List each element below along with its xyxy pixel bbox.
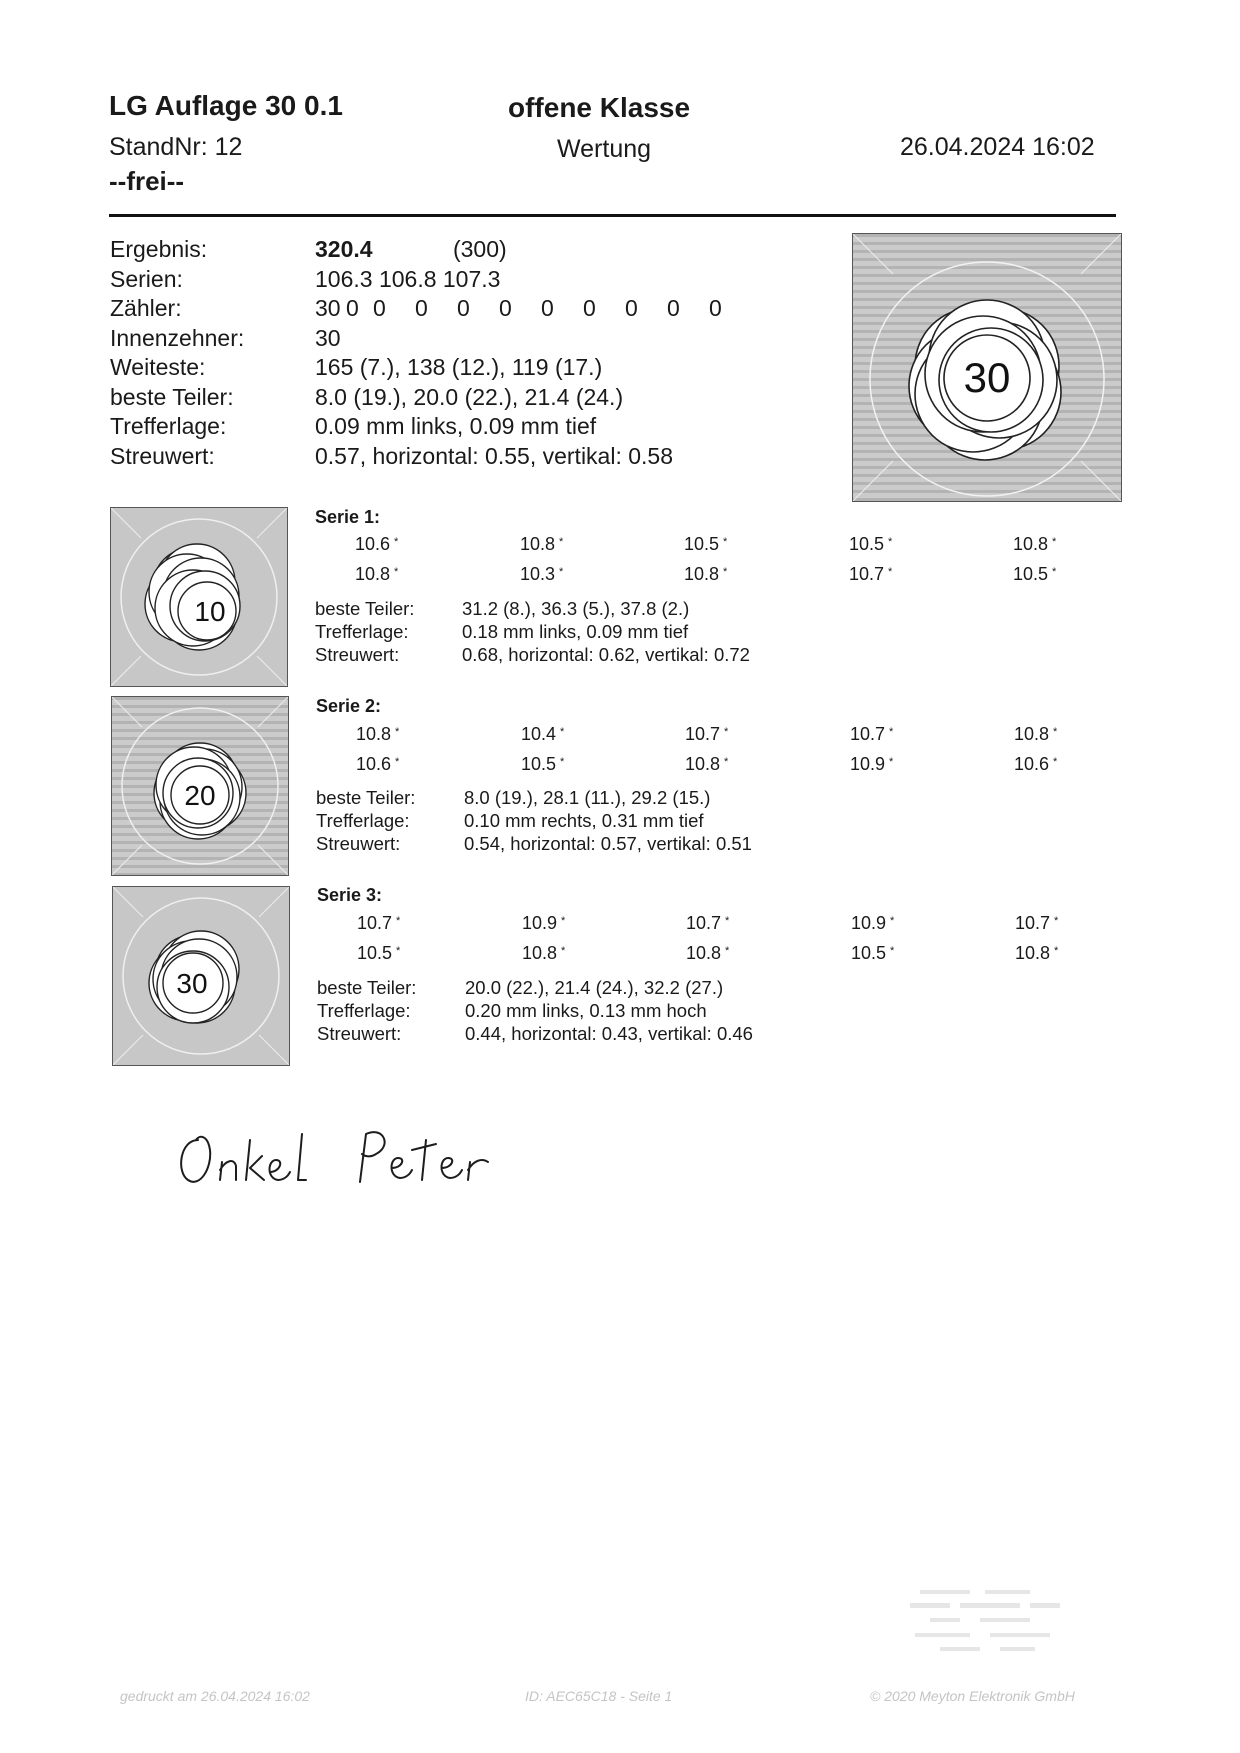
series-3-shot-1: 10.7 *: [357, 913, 401, 933]
series-2-shot-3: 10.7 *: [685, 724, 729, 744]
series-1-shot-1: 10.6 *: [355, 534, 399, 554]
series-1-shot-5: 10.8 *: [1013, 534, 1057, 554]
series-3-title: Serie 3:: [317, 885, 383, 905]
summary-values: [315, 235, 736, 471]
series-1-position-value: 0.18 mm links, 0.09 mm tief: [462, 621, 689, 642]
series-1-best-value: 31.2 (8.), 36.3 (5.), 37.8 (2.): [462, 598, 690, 619]
series-1-shot-4: 10.5 *: [849, 534, 893, 554]
series-3-best-value: 20.0 (22.), 21.4 (24.), 32.2 (27.): [465, 977, 724, 998]
counter-values: [315, 294, 736, 324]
series-3-position-value: 0.20 mm links, 0.13 mm hoch: [465, 1000, 707, 1021]
series-1-target-graphic: [111, 508, 287, 686]
counter-value: 0: [373, 295, 386, 321]
label-series: Serien:: [110, 265, 183, 292]
series-1-shot-7: 10.3 *: [520, 564, 564, 584]
label-result: Ergebnis:: [110, 236, 208, 262]
series-1-position-label: Trefferlage:: [315, 621, 409, 642]
series-2-target-count: 20: [184, 780, 216, 811]
series-1-shot-10: 10.5 *: [1013, 564, 1057, 584]
date-time: 26.04.2024 16:02: [900, 133, 1095, 161]
series-2-shot-9: 10.9 *: [850, 754, 894, 774]
series-1-shot-8: 10.8 *: [684, 564, 728, 584]
counter-value: 0: [541, 295, 554, 321]
series-3-detail-labels: [317, 976, 416, 1045]
class-title: offene Klasse: [508, 92, 691, 123]
series-2-position-value: 0.10 mm rechts, 0.31 mm tief: [464, 810, 704, 831]
series-2-title: Serie 2:: [316, 696, 382, 716]
series-1-title: Serie 1:: [315, 507, 381, 527]
footer-copyright: © 2020 Meyton Elektronik GmbH: [870, 1688, 1075, 1704]
series-3-shot-2: 10.9 *: [522, 913, 566, 933]
series-3-detail-values: [465, 976, 753, 1045]
series-2-detail-labels: [316, 786, 415, 855]
target-shot-count: 30: [963, 354, 1011, 401]
series-1-shot-2: 10.8 *: [520, 534, 564, 554]
hit-position-value: 0.09 mm links, 0.09 mm tief: [315, 413, 597, 439]
spread-value: 0.57, horizontal: 0.55, vertikal: 0.58: [315, 442, 673, 469]
label-farthest: Weiteste:: [110, 354, 206, 380]
footer-printed: gedruckt am 26.04.2024 16:02: [120, 1688, 310, 1704]
series-values: 106.3 106.8 107.3: [315, 265, 501, 292]
series-1-spread-value: 0.68, horizontal: 0.62, vertikal: 0.72: [462, 644, 750, 665]
series-2-target-graphic: [112, 697, 288, 875]
series-3-target-graphic: [113, 887, 289, 1065]
series-2-detail-values: [464, 786, 752, 855]
counter-value: 0: [346, 295, 359, 321]
counter-value: 0: [499, 295, 512, 321]
stand-number: StandNr: 12: [109, 133, 243, 161]
series-3-shot-4: 10.9 *: [851, 913, 895, 933]
total-target-image: [852, 233, 1122, 502]
series-2-shot-10: 10.6 *: [1014, 754, 1058, 774]
counter-value: 0: [457, 295, 470, 321]
series-3-position-label: Trefferlage:: [317, 1000, 411, 1021]
counter-value: 0: [709, 295, 722, 321]
series-2-shot-7: 10.5 *: [521, 754, 565, 774]
series-3-target: [112, 886, 290, 1066]
counter-value: 30: [315, 295, 341, 321]
series-1-shot-3: 10.5 *: [684, 534, 728, 554]
series-3-shot-8: 10.8 *: [686, 943, 730, 963]
series-1-target-count: 10: [194, 596, 226, 627]
series-3-spread-value: 0.44, horizontal: 0.43, vertikal: 0.46: [465, 1023, 753, 1044]
result-value: 320.4: [315, 236, 373, 262]
counter-value: 0: [667, 295, 680, 321]
result-ring: (300): [452, 236, 507, 262]
series-1-best-label: beste Teiler:: [315, 598, 415, 619]
counter-value: 0: [583, 295, 596, 321]
series-2-target: [111, 696, 289, 876]
series-1-detail-values: [462, 597, 750, 666]
header-divider: [109, 214, 1116, 217]
series-2-shot-5: 10.8 *: [1014, 724, 1058, 744]
label-inner-tens: Innenzehner:: [110, 324, 245, 351]
series-3-spread-label: Streuwert:: [317, 1023, 402, 1044]
series-2-spread-label: Streuwert:: [316, 833, 401, 854]
series-3-shot-6: 10.5 *: [357, 943, 401, 963]
mode-label: Wertung: [557, 135, 652, 163]
label-best-divisor: beste Teiler:: [110, 383, 234, 410]
series-2-shot-2: 10.4 *: [521, 724, 565, 744]
summary-labels: [110, 235, 244, 471]
series-2-best-value: 8.0 (19.), 28.1 (11.), 29.2 (15.): [464, 787, 711, 808]
series-3-target-count: 30: [176, 968, 208, 999]
farthest-value: 165 (7.), 138 (12.), 119 (17.): [315, 354, 603, 380]
series-1-detail-labels: [315, 597, 414, 666]
series-1-spread-label: Streuwert:: [315, 644, 400, 665]
target-graphic: [853, 234, 1121, 501]
inner-tens-value: 30: [315, 324, 341, 351]
series-2-shot-8: 10.8 *: [685, 754, 729, 774]
footer-id: ID: AEC65C18 - Seite 1: [525, 1688, 673, 1704]
best-divisor-value: 8.0 (19.), 20.0 (22.), 21.4 (24.): [315, 383, 624, 410]
series-2-shot-4: 10.7 *: [850, 724, 894, 744]
label-counters: Zähler:: [110, 295, 182, 321]
series-3-shot-10: 10.8 *: [1015, 943, 1059, 963]
series-3-shot-7: 10.8 *: [522, 943, 566, 963]
label-spread: Streuwert:: [110, 442, 215, 469]
faint-stamp-logo: [890, 1585, 1090, 1665]
series-1-shot-6: 10.8 *: [355, 564, 399, 584]
counter-value: 0: [415, 295, 428, 321]
series-2-spread-value: 0.54, horizontal: 0.57, vertikal: 0.51: [464, 833, 752, 854]
series-3-shot-3: 10.7 *: [686, 913, 730, 933]
series-1-shot-9: 10.7 *: [849, 564, 893, 584]
series-2-shot-6: 10.6 *: [356, 754, 400, 774]
series-3-shot-9: 10.5 *: [851, 943, 895, 963]
series-3-best-label: beste Teiler:: [317, 977, 417, 998]
series-2-position-label: Trefferlage:: [316, 810, 410, 831]
label-hit-position: Trefferlage:: [110, 413, 227, 439]
series-2-best-label: beste Teiler:: [316, 787, 416, 808]
discipline-title: LG Auflage 30 0.1: [109, 90, 343, 121]
series-1-target: [110, 507, 288, 687]
counter-value: 0: [625, 295, 638, 321]
handwritten-signature: [170, 1110, 530, 1200]
series-3-shot-5: 10.7 *: [1015, 913, 1059, 933]
shooter-name: --frei--: [109, 166, 185, 196]
series-2-shot-1: 10.8 *: [356, 724, 400, 744]
